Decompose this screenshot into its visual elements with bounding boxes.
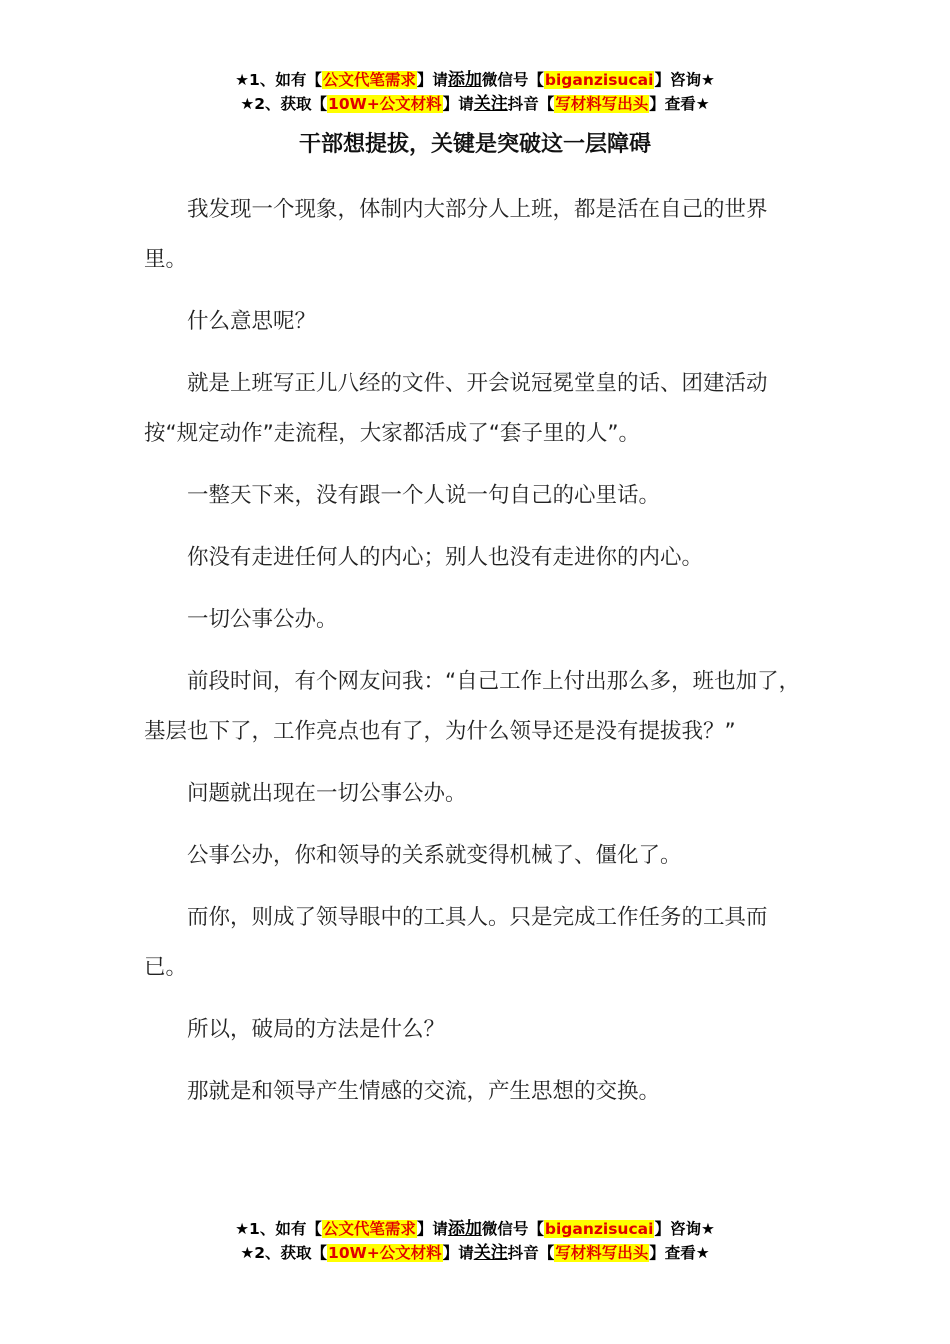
banner-line-1: ★1、如有【公文代笔需求】请添加微信号【biganzisucai】咨询★ xyxy=(235,1219,715,1239)
highlight-writing-service: 公文代笔需求 xyxy=(322,1220,416,1238)
highlight-writing-service: 公文代笔需求 xyxy=(322,71,416,89)
paragraph: 一切公事公办。 xyxy=(187,607,338,632)
paragraph: 那就是和领导产生情感的交流，产生思想的交换。 xyxy=(187,1079,661,1104)
banner-line-2: ★2、获取【10W+公文材料】请关注抖音【写材料写出头】查看★ xyxy=(240,94,710,114)
paragraph: 一整天下来，没有跟一个人说一句自己的心里话。 xyxy=(187,483,661,508)
paragraph: 你没有走进任何人的内心；别人也没有走进你的内心。 xyxy=(187,545,704,570)
article-body xyxy=(144,185,810,1129)
header-banner xyxy=(0,68,950,116)
paragraph: 前段时间，有个网友问我：“自己工作上付出那么多，班也加了，基层也下了，工作亮点也有了，为什么领导还是没有提拔我？” xyxy=(144,669,801,744)
paragraph: 而你，则成了领导眼中的工具人。只是完成工作任务的工具而已。 xyxy=(144,905,768,980)
paragraph: 公事公办，你和领导的关系就变得机械了、僵化了。 xyxy=(187,843,682,868)
highlight-douyin-account: 写材料写出头 xyxy=(555,95,649,113)
banner-line-1: ★1、如有【公文代笔需求】请添加微信号【biganzisucai】咨询★ xyxy=(235,70,715,90)
paragraph: 就是上班写正儿八经的文件、开会说冠冕堂皇的话、团建活动按“规定动作”走流程，大家都活成了“套子里的人”。 xyxy=(144,371,768,446)
document-title: 干部想提拔，关键是突破这一层障碍 xyxy=(298,132,651,157)
paragraph: 我发现一个现象，体制内大部分人上班，都是活在自己的世界里。 xyxy=(144,197,768,272)
highlight-douyin-account: 写材料写出头 xyxy=(555,1244,649,1262)
paragraph: 所以，破局的方法是什么？ xyxy=(187,1017,446,1042)
footer-banner xyxy=(0,1217,950,1265)
banner-line-2: ★2、获取【10W+公文材料】请关注抖音【写材料写出头】查看★ xyxy=(240,1243,710,1263)
paragraph: 什么意思呢？ xyxy=(187,309,317,334)
paragraph: 问题就出现在一切公事公办。 xyxy=(187,781,467,806)
highlight-materials: 10W+公文材料 xyxy=(328,1244,442,1262)
highlight-wechat-id: biganzisucai xyxy=(544,71,654,89)
highlight-wechat-id: biganzisucai xyxy=(544,1220,654,1238)
highlight-materials: 10W+公文材料 xyxy=(328,95,442,113)
